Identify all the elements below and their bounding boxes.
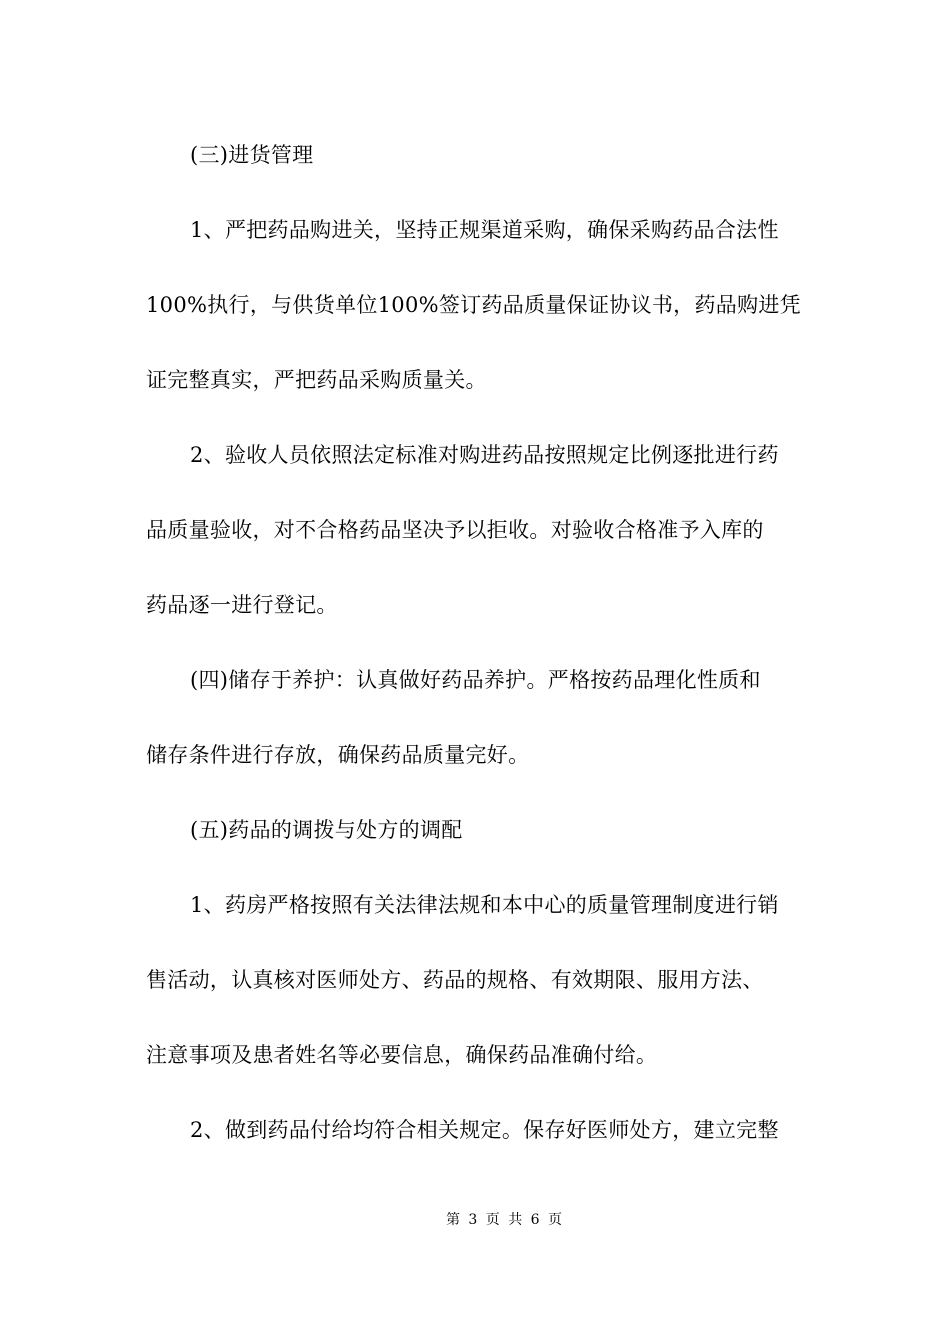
paragraph-line: 药品逐一进行登记。	[146, 593, 338, 617]
page-number-footer: 第 3 页 共 6 页	[445, 1212, 565, 1228]
paragraph-line: 证完整真实，严把药品采购质量关。	[146, 368, 487, 392]
heading-purchase-management: (三)进货管理	[190, 143, 314, 167]
paragraph-line: 2、做到药品付给均符合相关规定。保存好医师处方，建立完整	[190, 1118, 779, 1142]
paragraph-line: 100%执行，与供货单位100%签订药品质量保证协议书，药品购进凭	[146, 293, 801, 317]
paragraph-line: 2、验收人员依照法定标准对购进药品按照规定比例逐批进行药	[190, 443, 779, 467]
heading-storage-maintenance: (四)储存于养护：认真做好药品养护。严格按药品理化性质和	[190, 668, 761, 692]
paragraph-line: 注意事项及患者姓名等必要信息，确保药品准确付给。	[146, 1043, 658, 1067]
paragraph-line: 1、药房严格按照有关法律法规和本中心的质量管理制度进行销	[190, 893, 779, 917]
paragraph-line: 品质量验收，对不合格药品坚决予以拒收。对验收合格准予入库的	[146, 518, 764, 542]
heading-allocation-prescription: (五)药品的调拨与处方的调配	[190, 818, 463, 842]
paragraph-line: 售活动，认真核对医师处方、药品的规格、有效期限、服用方法、	[146, 968, 764, 992]
paragraph-line: 1、严把药品购进关，坚持正规渠道采购，确保采购药品合法性	[190, 218, 779, 242]
paragraph-line: 储存条件进行存放，确保药品质量完好。	[146, 743, 530, 767]
